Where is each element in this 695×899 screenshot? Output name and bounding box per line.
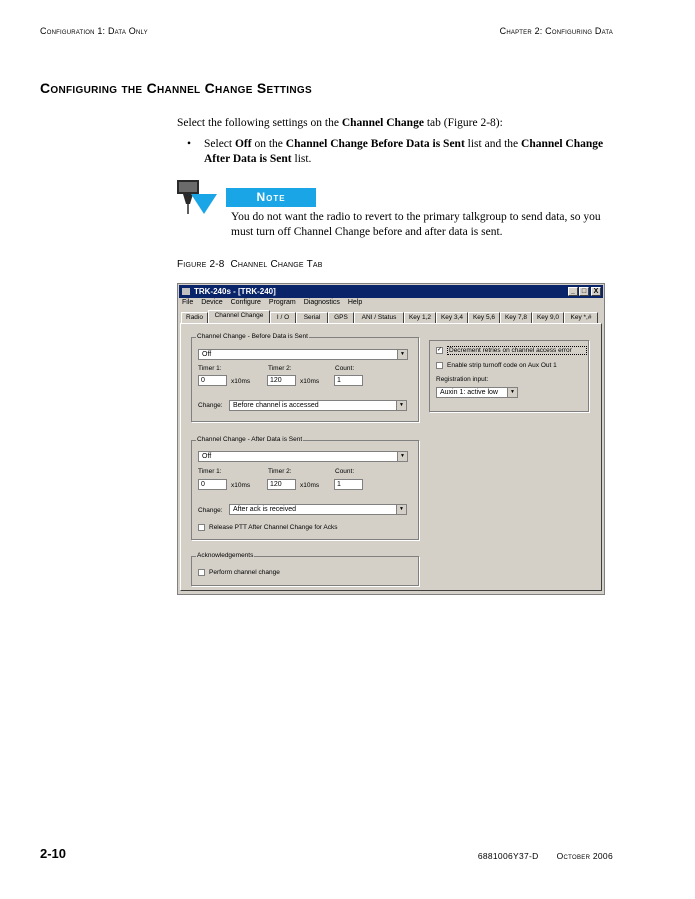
group-after-label: Channel Change - After Data is Sent — [197, 436, 303, 443]
after-timer1-label: Timer 1: — [198, 468, 222, 475]
bullet-b3: Channel Change After Data is Sent — [204, 138, 604, 165]
menu-diagnostics[interactable]: Diagnostics — [303, 299, 340, 306]
maximize-button[interactable]: □ — [579, 287, 589, 296]
window-titlebar — [179, 285, 603, 298]
tab-ani-status[interactable]: ANI / Status — [354, 312, 404, 323]
group-before-label: Channel Change - Before Data is Sent — [197, 333, 308, 340]
after-change-label: Change: — [198, 507, 223, 514]
note-pushpin-icon — [177, 180, 217, 216]
doc-date: October 2006 — [556, 851, 613, 861]
minimize-button[interactable]: _ — [568, 287, 578, 296]
before-timer2-unit: x10ms — [300, 378, 320, 385]
enable-strip-checkbox[interactable] — [436, 362, 443, 369]
app-icon — [182, 288, 190, 295]
bullet-t3: list and the — [464, 138, 522, 150]
tab-channel-change[interactable]: Channel Change — [208, 310, 270, 323]
before-timer1-unit: x10ms — [231, 378, 251, 385]
before-select-value: Off — [202, 351, 212, 358]
note-text: You do not want the radio to revert to the primary talkgroup to send data, so you must turn off Channel Change before and after data is sent. — [231, 211, 601, 238]
after-timer2-unit: x10ms — [300, 482, 320, 489]
after-count-input[interactable]: 1 — [334, 479, 363, 490]
intro-text-bold: Channel Change — [341, 117, 424, 129]
chevron-down-icon: ▼ — [396, 401, 406, 410]
registration-input-value: Auxin 1: active low — [440, 389, 498, 396]
intro-text-post: tab (Figure 2-8): — [423, 117, 503, 129]
tab-key-34[interactable]: Key 3,4 — [436, 312, 468, 323]
menu-configure[interactable]: Configure — [230, 299, 261, 306]
registration-input-select[interactable] — [436, 387, 518, 398]
bullet-t4: list. — [291, 153, 312, 165]
group-before-data — [191, 333, 419, 422]
tab-key-star-hash[interactable]: Key *,# — [564, 312, 598, 323]
note-label: Note — [226, 188, 316, 207]
before-change-select[interactable] — [229, 400, 407, 411]
figure-number: Figure 2-8 — [177, 259, 225, 270]
before-count-input[interactable]: 1 — [334, 375, 363, 386]
after-change-value: After ack is received — [233, 506, 297, 513]
tab-key-78[interactable]: Key 7,8 — [500, 312, 532, 323]
release-ptt-label: Release PTT After Channel Change for Acks — [209, 524, 338, 531]
tab-key-12[interactable]: Key 1,2 — [404, 312, 436, 323]
after-timer1-unit: x10ms — [231, 482, 251, 489]
after-count-label: Count: — [335, 468, 355, 475]
perform-channel-change-label: Perform channel change — [209, 569, 280, 576]
after-timer2-input[interactable]: 120 — [267, 479, 296, 490]
running-header-right: Chapter 2: Configuring Data — [499, 26, 613, 36]
bullet-b2: Channel Change Before Data is Sent — [285, 138, 465, 150]
group-right-options — [429, 340, 589, 412]
group-after-data — [191, 436, 419, 540]
before-timer1-label: Timer 1: — [198, 365, 222, 372]
registration-input-label: Registration input: — [436, 376, 489, 383]
group-ack-label: Acknowledgements — [197, 552, 254, 559]
tab-gps[interactable]: GPS — [328, 312, 354, 323]
menu-help[interactable]: Help — [347, 299, 363, 306]
after-select-value: Off — [202, 453, 212, 460]
bullet-t1: Select — [204, 138, 235, 150]
before-timer2-label: Timer 2: — [268, 365, 292, 372]
enable-strip-label: Enable strip turnoff code on Aux Out 1 — [447, 362, 557, 369]
doc-number: 6881006Y37-D — [477, 851, 539, 861]
before-count-label: Count: — [335, 365, 355, 372]
after-channel-change-select[interactable] — [198, 451, 408, 462]
app-window-screenshot — [177, 283, 605, 595]
chevron-down-icon: ▼ — [396, 505, 406, 514]
after-timer2-label: Timer 2: — [268, 468, 292, 475]
footer-doc-info — [478, 851, 613, 861]
after-timer1-input[interactable]: 0 — [198, 479, 227, 490]
tab-io[interactable]: I / O — [270, 312, 296, 323]
bullet-symbol: • — [187, 138, 192, 150]
page-number: 2-10 — [40, 846, 67, 861]
menu-file[interactable]: File — [182, 299, 194, 306]
after-change-select[interactable] — [229, 504, 407, 515]
tab-strip — [180, 311, 602, 323]
bullet-b1: Off — [234, 138, 252, 150]
figure-caption — [177, 259, 323, 270]
chevron-down-icon: ▼ — [397, 452, 407, 461]
tab-key-56[interactable]: Key 5,6 — [468, 312, 500, 323]
release-ptt-checkbox[interactable] — [198, 524, 205, 531]
before-timer1-input[interactable]: 0 — [198, 375, 227, 386]
before-channel-change-select[interactable] — [198, 349, 408, 360]
running-header-left: Configuration 1: Data Only — [40, 26, 148, 36]
before-change-label: Change: — [198, 402, 223, 409]
close-button[interactable]: X — [591, 287, 601, 296]
window-title: TRK-240s - [TRK-240] — [194, 287, 276, 296]
bullet-t2: on the — [251, 138, 286, 150]
menu-device[interactable]: Device — [201, 299, 223, 306]
chevron-down-icon: ▼ — [397, 350, 407, 359]
decrement-retries-checkbox[interactable]: ✓ — [437, 347, 443, 353]
tab-key-90[interactable]: Key 9,0 — [532, 312, 564, 323]
menu-bar — [182, 299, 368, 306]
chevron-down-icon: ▼ — [507, 388, 517, 397]
figure-title: Channel Change Tab — [230, 259, 323, 270]
before-timer2-input[interactable]: 120 — [267, 375, 296, 386]
before-change-value: Before channel is accessed — [233, 402, 319, 409]
intro-text-pre: Select the following settings on the — [177, 117, 342, 129]
tab-serial[interactable]: Serial — [296, 312, 328, 323]
perform-channel-change-checkbox[interactable] — [198, 569, 205, 576]
menu-program[interactable]: Program — [268, 299, 296, 306]
intro-paragraph — [177, 116, 617, 131]
section-title: Configuring the Channel Change Settings — [40, 80, 312, 96]
group-acknowledgements — [191, 552, 419, 586]
decrement-retries-label: Decrement retries on channel access error — [447, 346, 587, 355]
tab-radio[interactable]: Radio — [181, 312, 208, 323]
bullet-text — [204, 137, 614, 167]
tab-panel — [180, 323, 602, 591]
